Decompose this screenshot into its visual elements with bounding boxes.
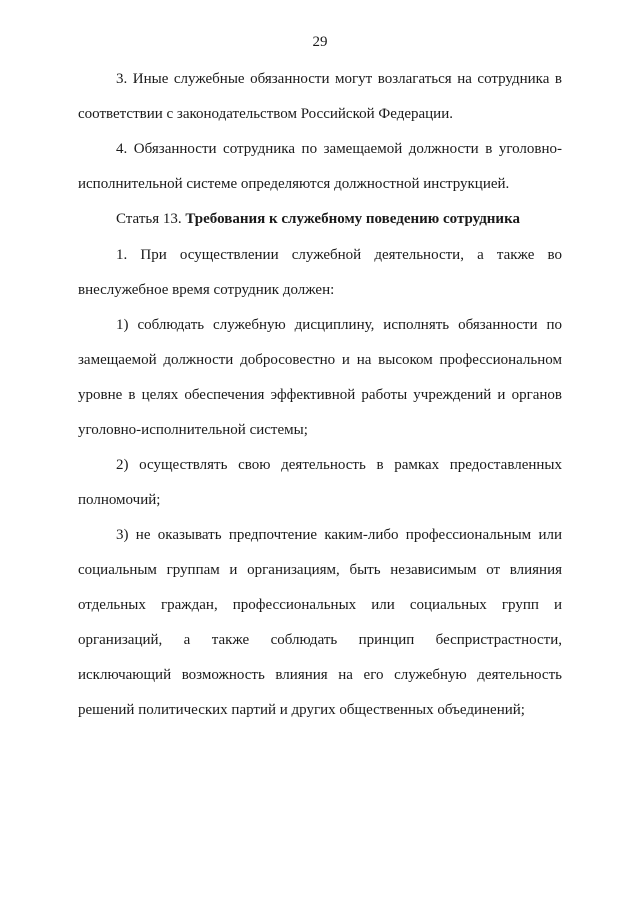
text-line: полномочий; <box>78 492 161 508</box>
text-line: 1) соблюдать служебную дисциплину, исполнять обязанности по <box>116 317 562 333</box>
text-line: уголовно-исполнительной системы; <box>78 422 308 438</box>
text-line: замещаемой должности добросовестно и на высоком профессиональном <box>78 352 562 368</box>
text-line: соответствии с законодательством Российской Федерации. <box>78 106 453 122</box>
text-line: исключающий возможность влияния на его служебную деятельность <box>78 667 562 683</box>
text-line: исполнительной системе определяются должностной инструкцией. <box>78 176 510 192</box>
text-line: социальным группам и организациям, быть независимым от влияния <box>78 562 562 578</box>
text-line: отдельных граждан, профессиональных или социальных групп и <box>78 597 562 613</box>
text-line: 3) не оказывать предпочтение каким-либо профессиональным или <box>116 527 562 543</box>
text-line: 3. Иные служебные обязанности могут возлагаться на сотрудника в <box>116 71 562 87</box>
text-line: 1. При осуществлении служебной деятельности, а также во <box>116 247 562 263</box>
text-line: решений политических партий и других общественных объединений; <box>78 702 525 718</box>
page-number: 29 <box>312 34 328 50</box>
text-line: уровне в целях обеспечения эффективной работы учреждений и органов <box>78 387 562 403</box>
article-heading <box>116 210 562 228</box>
text-line: организаций, а также соблюдать принцип беспристрастности, <box>78 632 562 648</box>
text-line: 2) осуществлять свою деятельность в рамках предоставленных <box>116 457 562 473</box>
text-line: внеслужебное время сотрудник должен: <box>78 282 335 298</box>
text-line: 4. Обязанности сотрудника по замещаемой должности в уголовно- <box>116 141 562 157</box>
article-number: Статья 13. <box>116 211 186 227</box>
article-title: Требования к служебному поведению сотрудника <box>185 211 520 227</box>
